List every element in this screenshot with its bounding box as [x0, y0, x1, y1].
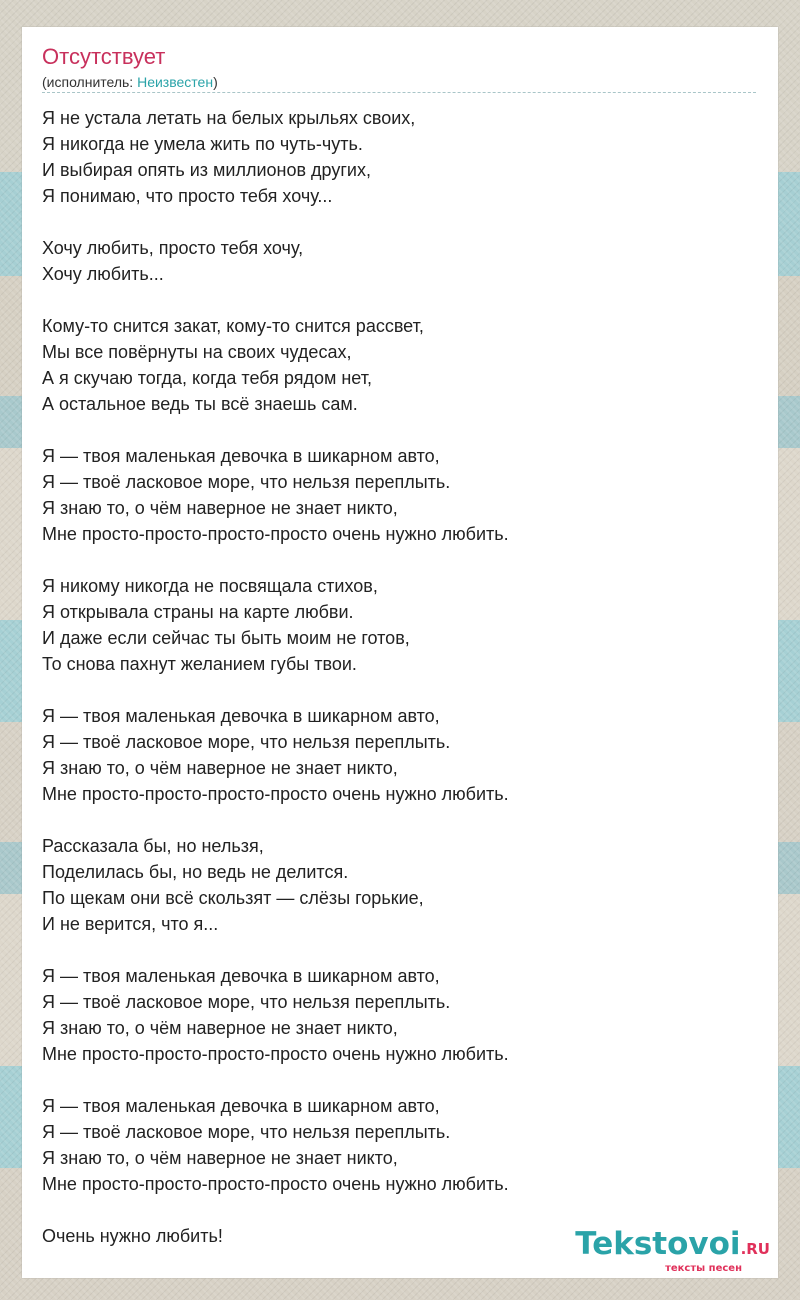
lyric-line: И выбирая опять из миллионов других, — [42, 160, 371, 180]
lyrics-card — [22, 27, 778, 1278]
artist-prefix: (исполнитель: — [42, 74, 138, 90]
logo-wordmark — [575, 1227, 770, 1266]
lyric-line: Кому-то снится закат, кому-то снится рассвет, — [42, 316, 424, 336]
artist-line — [42, 73, 218, 91]
lyric-line: Мне просто-просто-просто-просто очень нужно любить. — [42, 1044, 509, 1064]
lyric-line: Хочу любить... — [42, 264, 164, 284]
song-title: Отсутствует — [42, 44, 166, 69]
logo-tagline: тексты песен — [665, 1263, 742, 1274]
lyric-line: Хочу любить, просто тебя хочу, — [42, 238, 304, 258]
lyric-line: Мне просто-просто-просто-просто очень нужно любить. — [42, 784, 509, 804]
lyric-line: Поделилась бы, но ведь не делится. — [42, 862, 349, 882]
lyric-line: А остальное ведь ты всё знаешь сам. — [42, 394, 358, 414]
artist-suffix: ) — [213, 74, 218, 90]
stanza-gap — [42, 209, 762, 235]
lyric-line: Я — твоё ласковое море, что нельзя переплыть. — [42, 992, 451, 1012]
logo-main-text: Tekstovoi — [575, 1226, 741, 1262]
stanza-gap — [42, 937, 762, 963]
lyric-line: Я знаю то, о чём наверное не знает никто, — [42, 498, 398, 518]
lyric-line: Я — твоя маленькая девочка в шикарном авто, — [42, 706, 440, 726]
logo-domain: .RU — [740, 1240, 770, 1258]
lyric-line: Я никогда не умела жить по чуть-чуть. — [42, 134, 363, 154]
lyric-line: Я знаю то, о чём наверное не знает никто, — [42, 1148, 398, 1168]
lyric-line: Я — твоя маленькая девочка в шикарном авто, — [42, 966, 440, 986]
stanza-gap — [42, 1067, 762, 1093]
lyric-line: Я — твоё ласковое море, что нельзя переплыть. — [42, 1122, 451, 1142]
lyric-line: Рассказала бы, но нельзя, — [42, 836, 264, 856]
lyric-line: И даже если сейчас ты быть моим не готов, — [42, 628, 410, 648]
artist-link[interactable]: Неизвестен — [137, 74, 214, 90]
lyric-line: Я — твоя маленькая девочка в шикарном авто, — [42, 446, 440, 466]
lyric-line: Я — твоё ласковое море, что нельзя переплыть. — [42, 732, 451, 752]
lyric-line: Мне просто-просто-просто-просто очень нужно любить. — [42, 524, 509, 544]
stanza-gap — [42, 677, 762, 703]
stanza-gap — [42, 807, 762, 833]
lyric-line: По щекам они всё скользят — слёзы горькие, — [42, 888, 424, 908]
lyric-line: Я — твоё ласковое море, что нельзя переплыть. — [42, 472, 451, 492]
lyric-line: И не верится, что я... — [42, 914, 219, 934]
stanza-gap — [42, 417, 762, 443]
lyric-line: Мы все повёрнуты на своих чудесах, — [42, 342, 352, 362]
lyric-line: Я знаю то, о чём наверное не знает никто, — [42, 1018, 398, 1038]
header-divider — [42, 92, 756, 93]
lyrics-body — [42, 105, 762, 1249]
lyric-line: Я понимаю, что просто тебя хочу... — [42, 186, 333, 206]
lyric-line: Я не устала летать на белых крыльях своих, — [42, 108, 416, 128]
lyric-line: А я скучаю тогда, когда тебя рядом нет, — [42, 368, 372, 388]
lyric-line: Я знаю то, о чём наверное не знает никто, — [42, 758, 398, 778]
lyric-line: Очень нужно любить! — [42, 1226, 223, 1246]
lyric-line: То снова пахнут желанием губы твои. — [42, 654, 357, 674]
lyric-line: Мне просто-просто-просто-просто очень нужно любить. — [42, 1174, 509, 1194]
stanza-gap — [42, 287, 762, 313]
stanza-gap — [42, 547, 762, 573]
lyric-line: Я никому никогда не посвящала стихов, — [42, 576, 378, 596]
stanza-gap — [42, 1197, 762, 1223]
lyric-line: Я открывала страны на карте любви. — [42, 602, 354, 622]
lyric-line: Я — твоя маленькая девочка в шикарном авто, — [42, 1096, 440, 1116]
site-logo[interactable] — [575, 1227, 770, 1274]
